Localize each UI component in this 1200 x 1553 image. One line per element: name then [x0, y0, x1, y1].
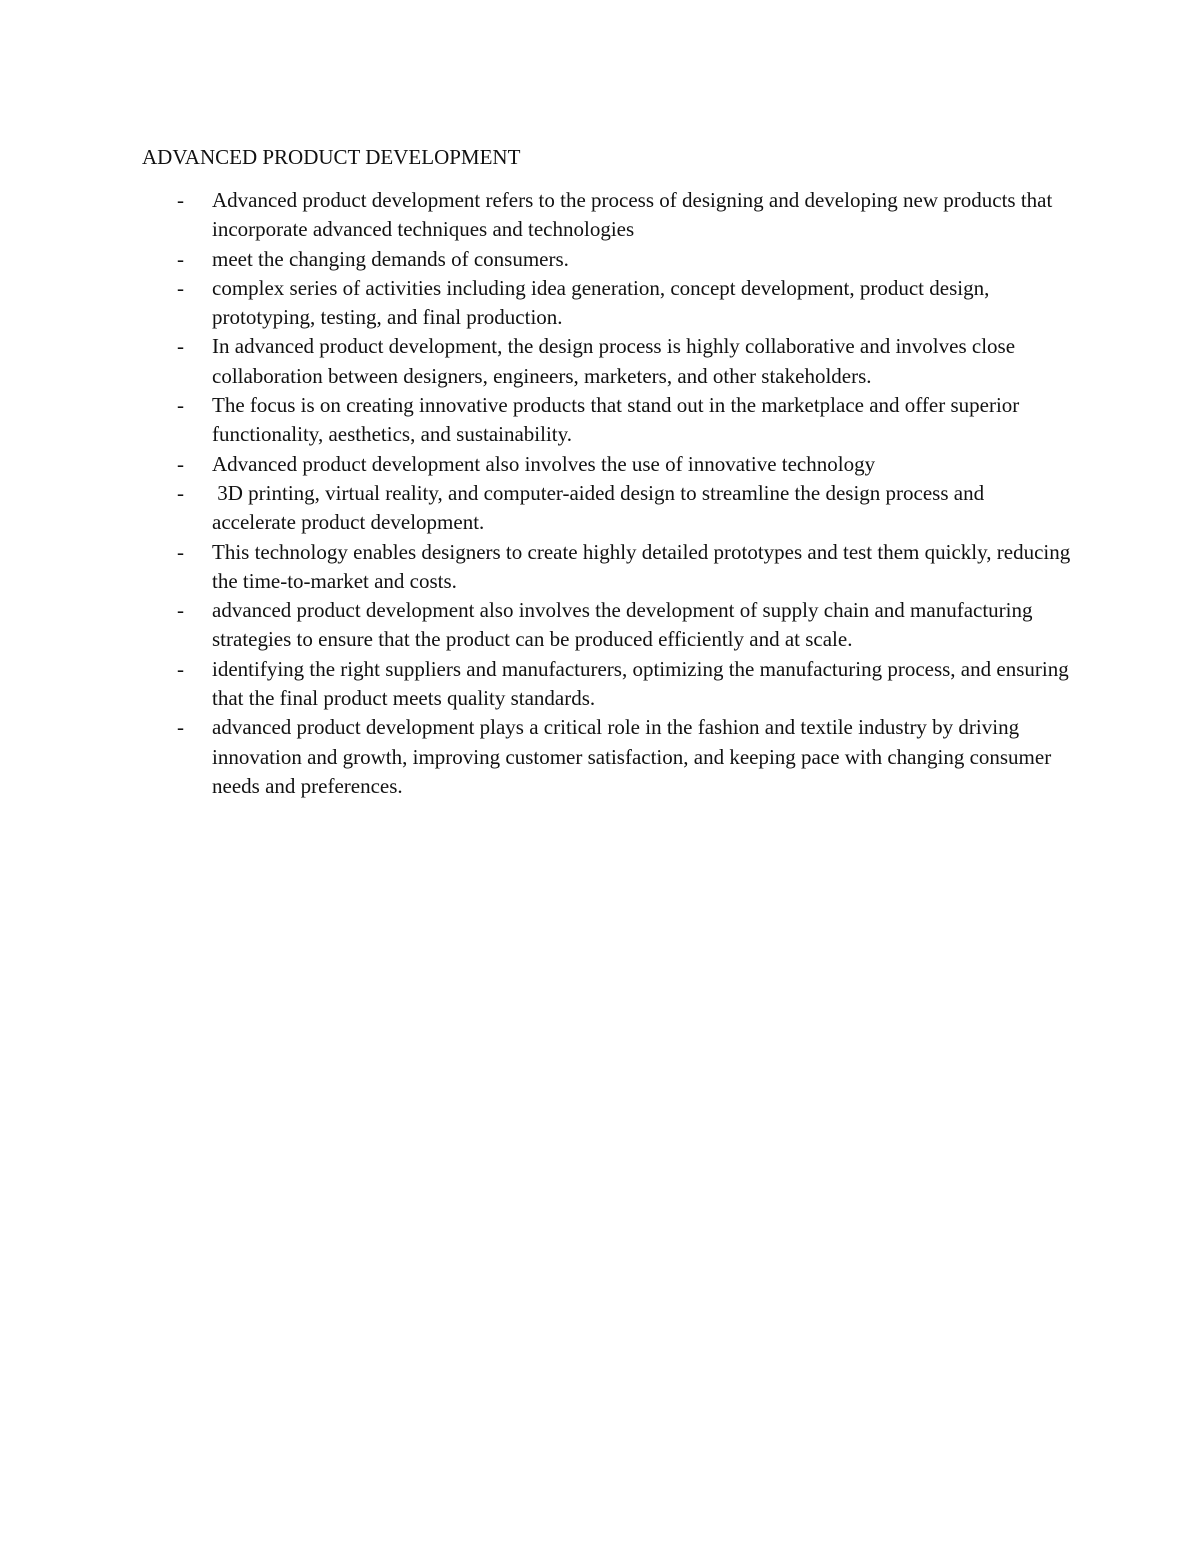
dash-bullet-icon: -: [177, 480, 184, 505]
list-item-text: In advanced product development, the design process is highly collaborative and involves close collaboration between designers, engineers, marketers, and other stakeholders.: [212, 334, 1021, 388]
list-item: [142, 274, 1072, 333]
list-item-text: meet the changing demands of consumers.: [212, 246, 569, 271]
dash-bullet-icon: -: [177, 656, 184, 681]
list-item: [142, 391, 1072, 450]
dash-bullet-icon: -: [177, 188, 184, 212]
list-item: [142, 245, 1072, 274]
document-content: [142, 143, 1076, 801]
dash-bullet-icon: -: [177, 393, 184, 418]
dash-bullet-icon: -: [177, 539, 184, 564]
list-item-text: Advanced product development refers to the process of designing and developing new products that incorporate advanced techniques and technologies: [212, 188, 1058, 242]
dash-bullet-icon: -: [177, 334, 184, 359]
list-item-text: The focus is on creating innovative products that stand out in the marketplace and offer superior functionality, aesthetics, and sustainability.: [212, 393, 1025, 447]
document-title: ADVANCED PRODUCT DEVELOPMENT: [142, 145, 521, 169]
list-item: [142, 596, 1072, 655]
dash-bullet-icon: -: [177, 451, 184, 476]
list-item: [142, 186, 1072, 245]
dash-bullet-icon: -: [177, 275, 184, 300]
list-item: [142, 713, 1072, 801]
dash-bullet-icon: -: [177, 715, 184, 740]
list-item: [142, 655, 1072, 714]
list-item-text: This technology enables designers to create highly detailed prototypes and test them quickly, reducing the time-to-market and costs.: [212, 539, 1076, 593]
list-item: [142, 538, 1076, 597]
list-item-text: advanced product development plays a critical role in the fashion and textile industry by driving innovation and growth, improving customer satisfaction, and keeping pace with changing consumer needs and preferences.: [212, 715, 1057, 798]
list-item: [142, 450, 1072, 479]
list-item-text: 3D printing, virtual reality, and computer-aided design to streamline the design process and accelerate product development.: [212, 480, 990, 535]
list-item-text: complex series of activities including idea generation, concept development, product design, prototyping, testing, and final production.: [212, 275, 995, 330]
list-item: [142, 332, 1072, 391]
list-item: [142, 479, 1072, 538]
list-item-text: Advanced product development also involves the use of innovative technology: [212, 451, 876, 476]
list-item-text: advanced product development also involves the development of supply chain and manufacturing strategies to ensure that the product can be produced efficiently and at scale.: [212, 598, 1038, 652]
list-item-text: identifying the right suppliers and manufacturers, optimizing the manufacturing process, and ensuring that the final product meets quality standards.: [212, 656, 1074, 711]
dash-bullet-icon: -: [177, 598, 184, 623]
dash-bullet-icon: -: [177, 246, 184, 271]
bullet-list: [142, 186, 1076, 801]
